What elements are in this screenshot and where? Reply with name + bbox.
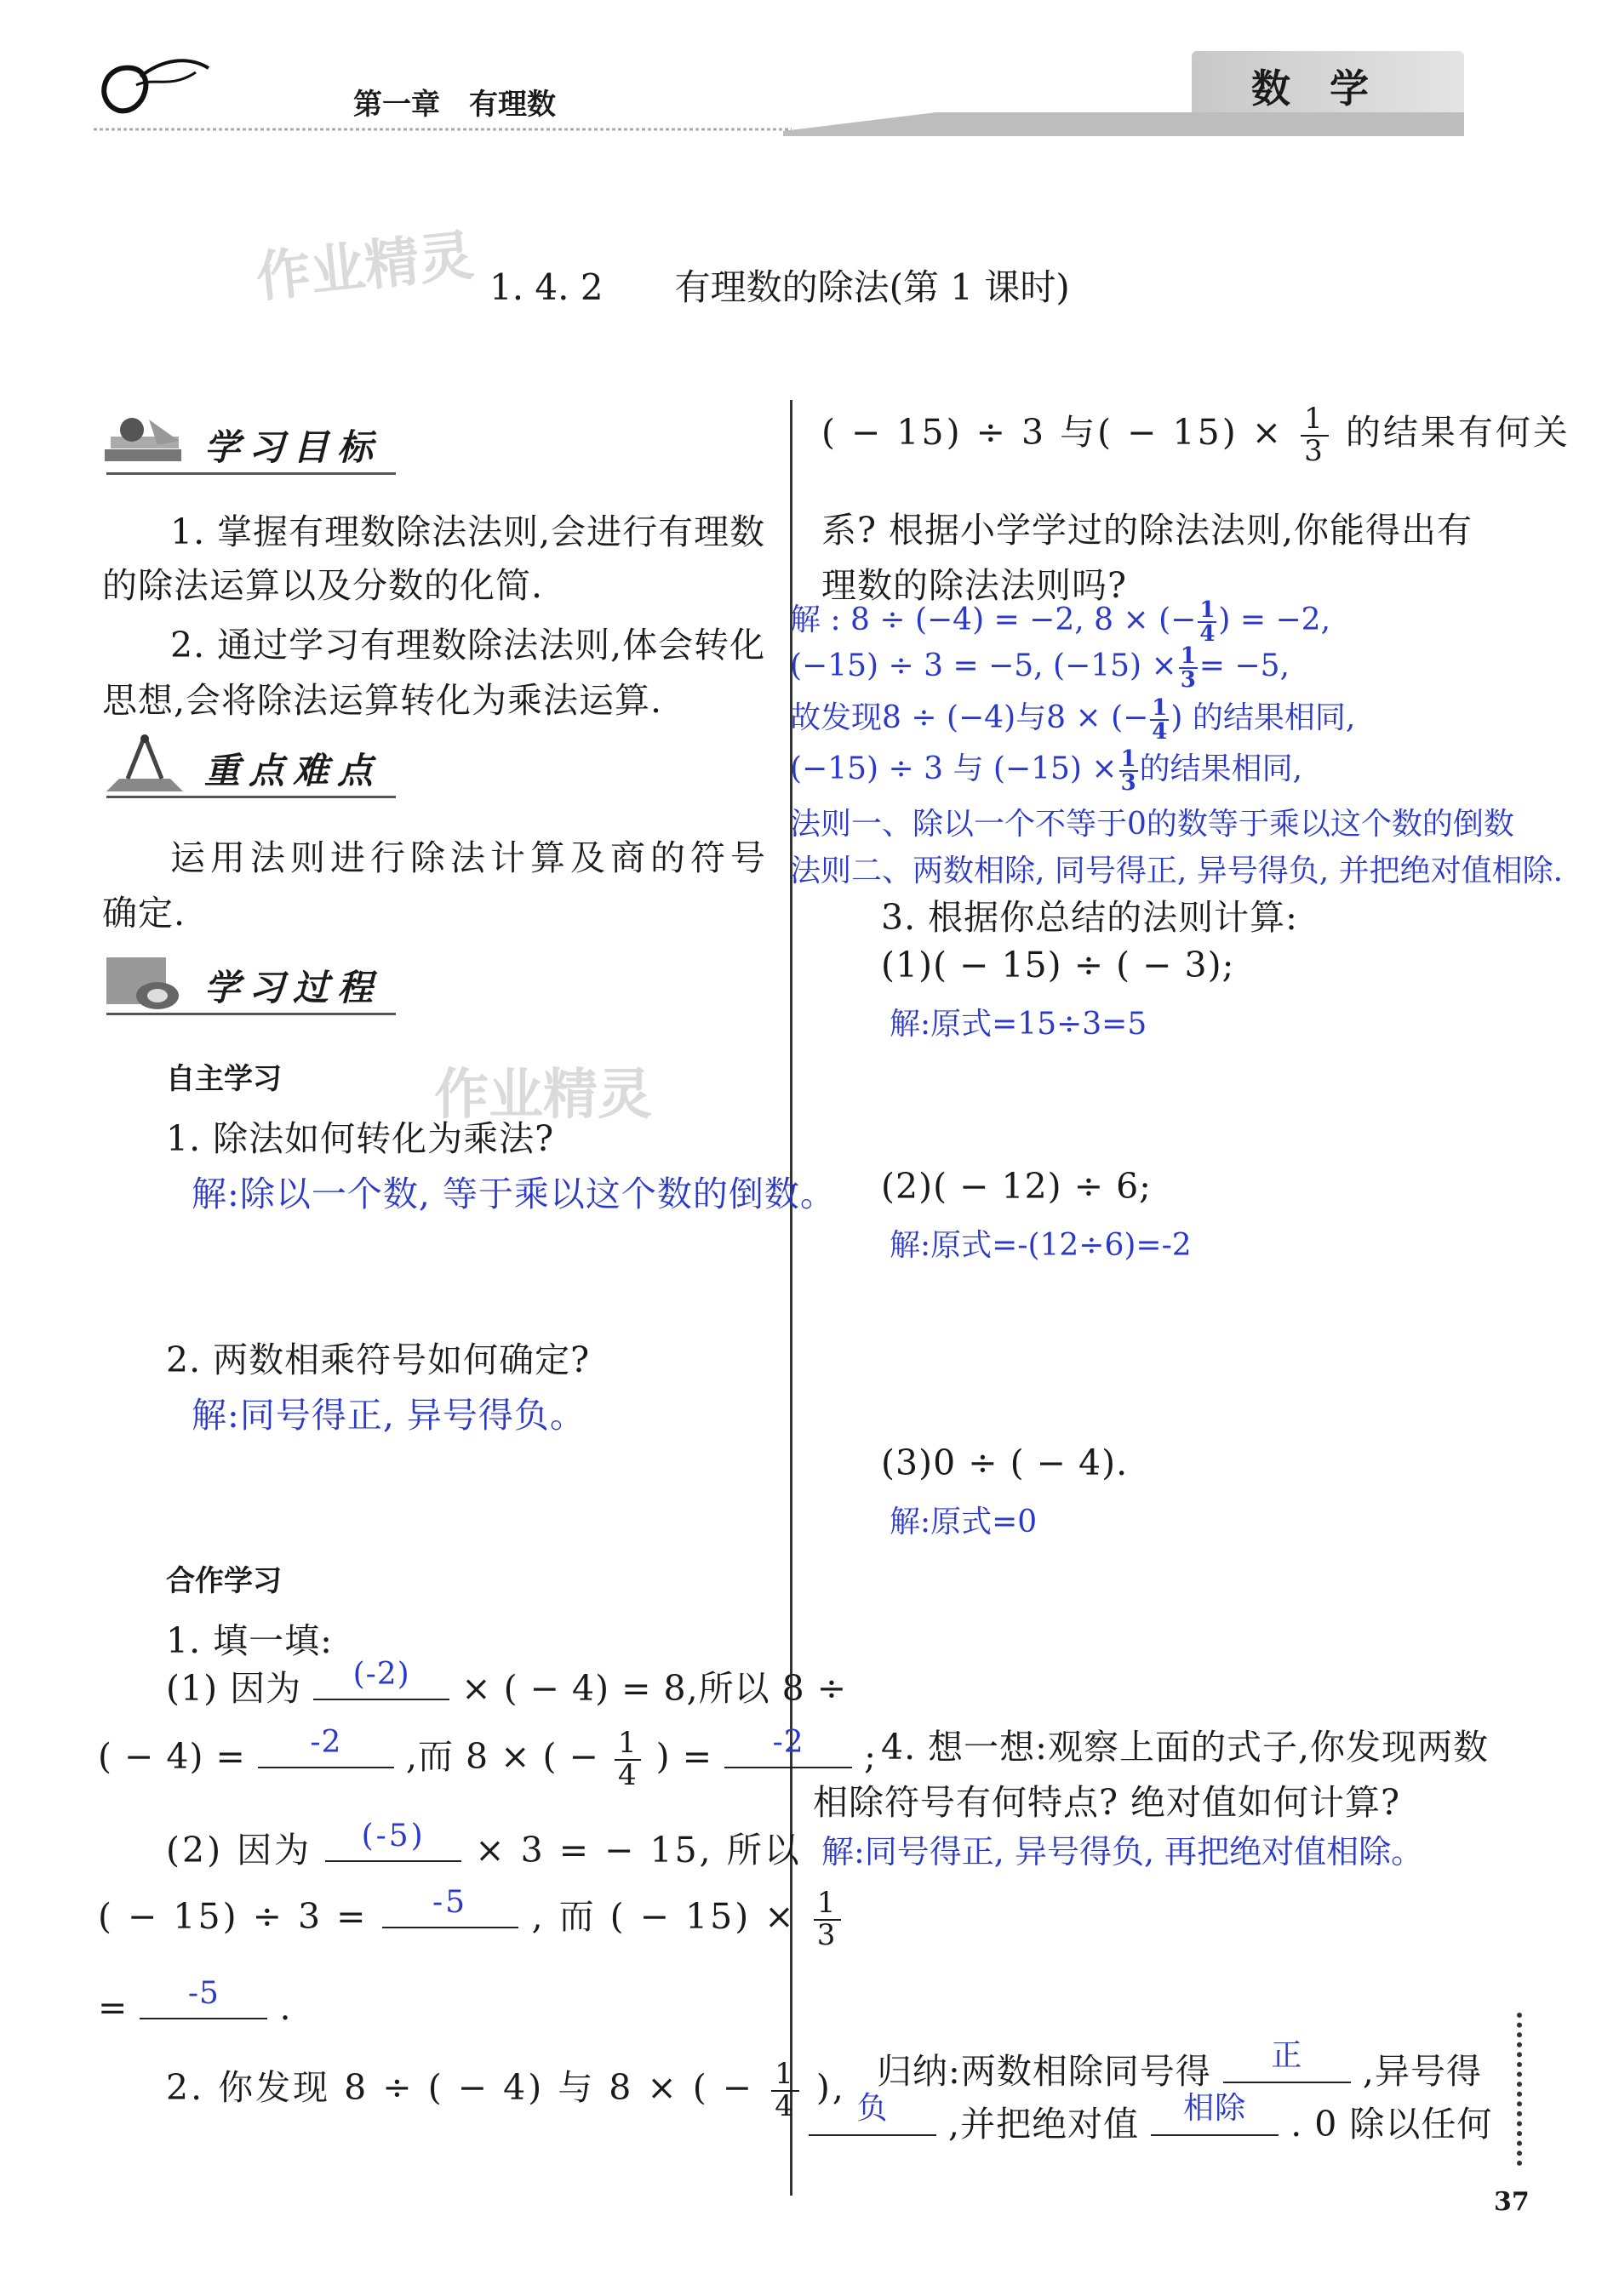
- keypoints-heading: [98, 728, 396, 804]
- compass-icon: [98, 732, 192, 800]
- right-q3-3-ans: 解:原式=0: [890, 1505, 1038, 1539]
- coop-q2-b: ),: [815, 2067, 846, 2109]
- watermark: 作业精灵: [253, 224, 477, 311]
- chapter-title: 第一章 有理数: [353, 88, 556, 122]
- header-band: [85, 112, 1464, 138]
- self-a2: 解:同号得正, 异号得负。: [192, 1395, 586, 1436]
- ans4-a: (−15) ÷ 3 与 (−15) ×: [790, 751, 1118, 786]
- coop-p2-line3: [98, 1976, 292, 2028]
- ans3-a: 故发现8 ÷ (−4)与8 × (−: [790, 700, 1149, 735]
- coop-p1-f: ;: [864, 1736, 877, 1777]
- right-r1-b: 的结果有何关: [1345, 412, 1570, 454]
- objective-1-line-1: 1. 掌握有理数除法法则,会进行有理数: [170, 511, 766, 552]
- fraction-1-4: $\frac{1}{4}$: [615, 1728, 641, 1791]
- fill-answer-8: 负: [856, 2091, 889, 2126]
- coop-p1-a: (1) 因为: [166, 1668, 302, 1709]
- summary-line2: [809, 2091, 1493, 2146]
- right-q4-line2: 相除符号有何特点? 绝对值如何计算?: [813, 1782, 1400, 1823]
- coop-p1-line1: [166, 1659, 847, 1711]
- objectives-underline: [106, 472, 396, 475]
- fill-answer-1: (-2): [352, 1657, 410, 1692]
- coop-p1-d: ,而 8 × ( −: [405, 1736, 599, 1777]
- objective-2-line-1: 2. 通过学习有理数除法法则,体会转化: [170, 625, 766, 665]
- fill-blank-3[interactable]: [724, 1725, 852, 1768]
- fill-blank-8[interactable]: [809, 2091, 936, 2136]
- watermark-2: 作业精灵: [434, 1064, 652, 1127]
- self-q1: 1. 除法如何转化为乘法?: [166, 1118, 555, 1159]
- coop-p2-f: .: [279, 1987, 292, 2028]
- fill-answer-5: -5: [432, 1885, 468, 1920]
- fill-answer-7: 正: [1271, 2038, 1303, 2073]
- right-q3-1-ans: 解:原式=15÷3=5: [890, 1007, 1147, 1042]
- objective-1-line-2: 的除法运算以及分数的化简.: [102, 565, 544, 606]
- coop-p2-c: ( − 15) ÷ 3 =: [98, 1896, 369, 1937]
- self-study-title: 自主学习: [166, 1062, 282, 1096]
- ans4-b: 的结果相同,: [1139, 751, 1303, 786]
- fill-answer-4: (-5): [361, 1819, 426, 1853]
- fill-blank-6[interactable]: [140, 1976, 267, 2019]
- right-r1-a: ( − 15) ÷ 3 与( − 15) ×: [821, 412, 1284, 454]
- rule-2: 法则二、两数相除, 同号得正, 异号得负, 并把绝对值相除.: [790, 854, 1564, 888]
- summary-d: . 0 除以任何: [1290, 2104, 1493, 2145]
- right-q4-line1: 4. 想一想:观察上面的式子,你发现两数: [881, 1727, 1489, 1768]
- self-a1: 解:除以一个数, 等于乘以这个数的倒数。: [192, 1174, 836, 1214]
- right-q-line2: 系? 根据小学学过的除法法则,你能得出有: [821, 510, 1473, 551]
- fill-answer-2: -2: [310, 1725, 342, 1760]
- fill-blank-1[interactable]: [313, 1659, 449, 1700]
- keypoints-underline: [106, 796, 396, 798]
- coop-p2-a: (2) 因为: [166, 1830, 312, 1870]
- coop-p1-e: ) =: [655, 1736, 713, 1777]
- right-q4-ans: 解:同号得正, 异号得负, 再把绝对值相除。: [821, 1833, 1424, 1870]
- coop-p1-line2: [98, 1725, 877, 1792]
- ans4-frac: $\frac{1}{3}$: [1120, 746, 1136, 796]
- right-q3-1: (1)( − 15) ÷ ( − 3);: [881, 945, 1235, 985]
- right-ans-line1: [790, 596, 1330, 645]
- fill-blank-2[interactable]: [258, 1725, 394, 1768]
- objectives-title: 学习目标: [204, 426, 382, 468]
- right-q3: 3. 根据你总结的法则计算:: [881, 897, 1298, 938]
- ans3-b: ) 的结果相同,: [1170, 700, 1356, 735]
- fill-blank-7[interactable]: [1223, 2038, 1351, 2083]
- rule-1: 法则一、除以一个不等于0的数等于乘以这个数的倒数: [790, 807, 1514, 842]
- keypoints-line-1: 运用法则进行除法计算及商的符号: [170, 837, 770, 878]
- subject-title: 数 学: [1251, 66, 1369, 111]
- right-ans-line4: [790, 745, 1302, 794]
- fill-blank-4[interactable]: [325, 1821, 461, 1862]
- process-heading: [98, 945, 396, 1021]
- right-q-line3: 理数的除法法则吗?: [821, 565, 1127, 606]
- ans1-frac: $\frac{1}{4}$: [1199, 597, 1216, 647]
- fill-blank-9[interactable]: [1151, 2091, 1279, 2136]
- books-icon: [98, 411, 192, 475]
- fraction-1-3-r: $\frac{1}{3}$: [1301, 404, 1329, 466]
- ans1-a: 解 : 8 ÷ (−4) = −2, 8 × (−: [790, 603, 1197, 637]
- fraction-1-3: $\frac{1}{3}$: [814, 1888, 842, 1950]
- fill-answer-3: -2: [772, 1725, 804, 1760]
- right-ans-line2: [790, 645, 1290, 691]
- objective-2-line-2: 思想,会将除法运算转化为乘法运算.: [102, 680, 663, 721]
- fraction-1-4-b: $\frac{1}{4}$: [771, 2059, 799, 2122]
- summary-c: ,并把绝对值: [948, 2104, 1140, 2145]
- page-number: 37: [1494, 2187, 1530, 2217]
- coop-p2-line1: [166, 1821, 802, 1872]
- right-q3-2-ans: 解:原式=-(12÷6)=-2: [890, 1228, 1192, 1263]
- coop-p2-d: , 而 ( − 15) ×: [531, 1896, 797, 1937]
- self-q2: 2. 两数相乘符号如何确定?: [166, 1339, 591, 1380]
- coop-p2-line2: [98, 1885, 844, 1952]
- process-title: 学习过程: [204, 967, 382, 1008]
- coop-q1: 1. 填一填:: [166, 1620, 333, 1661]
- coop-q2-a: 2. 你发现 8 ÷ ( − 4) 与 8 × ( −: [166, 2067, 755, 2109]
- right-ans-line3: [790, 694, 1355, 743]
- coop-q2: [166, 2059, 846, 2122]
- objectives-heading: [98, 404, 396, 481]
- right-q-line1: [821, 404, 1570, 466]
- ans2-b: = −5,: [1199, 648, 1290, 683]
- right-q3-3: (3)0 ÷ ( − 4).: [881, 1442, 1129, 1483]
- lesson-title: 1. 4. 2 有理数的除法(第 1 课时): [489, 266, 1070, 308]
- keypoints-title: 重点难点: [204, 750, 382, 791]
- process-underline: [106, 1013, 396, 1015]
- ans2-a: (−15) ÷ 3 = −5, (−15) ×: [790, 648, 1177, 683]
- coop-p2-b: × 3 = − 15, 所以: [475, 1830, 802, 1870]
- ans2-frac: $\frac{1}{3}$: [1180, 643, 1196, 693]
- ans1-b: ) = −2,: [1218, 603, 1331, 637]
- summary-b: ,异号得: [1362, 2051, 1482, 2092]
- keypoints-line-2: 确定.: [102, 893, 186, 934]
- summary-a: 归纳:两数相除同号得: [877, 2051, 1211, 2092]
- globe-icon: [98, 949, 192, 1017]
- ans3-frac: $\frac{1}{4}$: [1152, 695, 1168, 745]
- right-q3-2: (2)( − 12) ÷ 6;: [881, 1166, 1152, 1207]
- page-header: [85, 51, 1464, 136]
- fill-blank-5[interactable]: [382, 1885, 518, 1928]
- fill-answer-6: -5: [187, 1976, 220, 2011]
- coop-p2-e: =: [98, 1987, 129, 2028]
- fill-answer-9: 相除: [1183, 2091, 1247, 2126]
- margin-dots: [1517, 2013, 1522, 2166]
- coop-p1-b: × ( − 4) = 8,所以 8 ÷: [461, 1668, 848, 1709]
- coop-p1-c: ( − 4) =: [98, 1736, 246, 1777]
- coop-title: 合作学习: [166, 1564, 282, 1598]
